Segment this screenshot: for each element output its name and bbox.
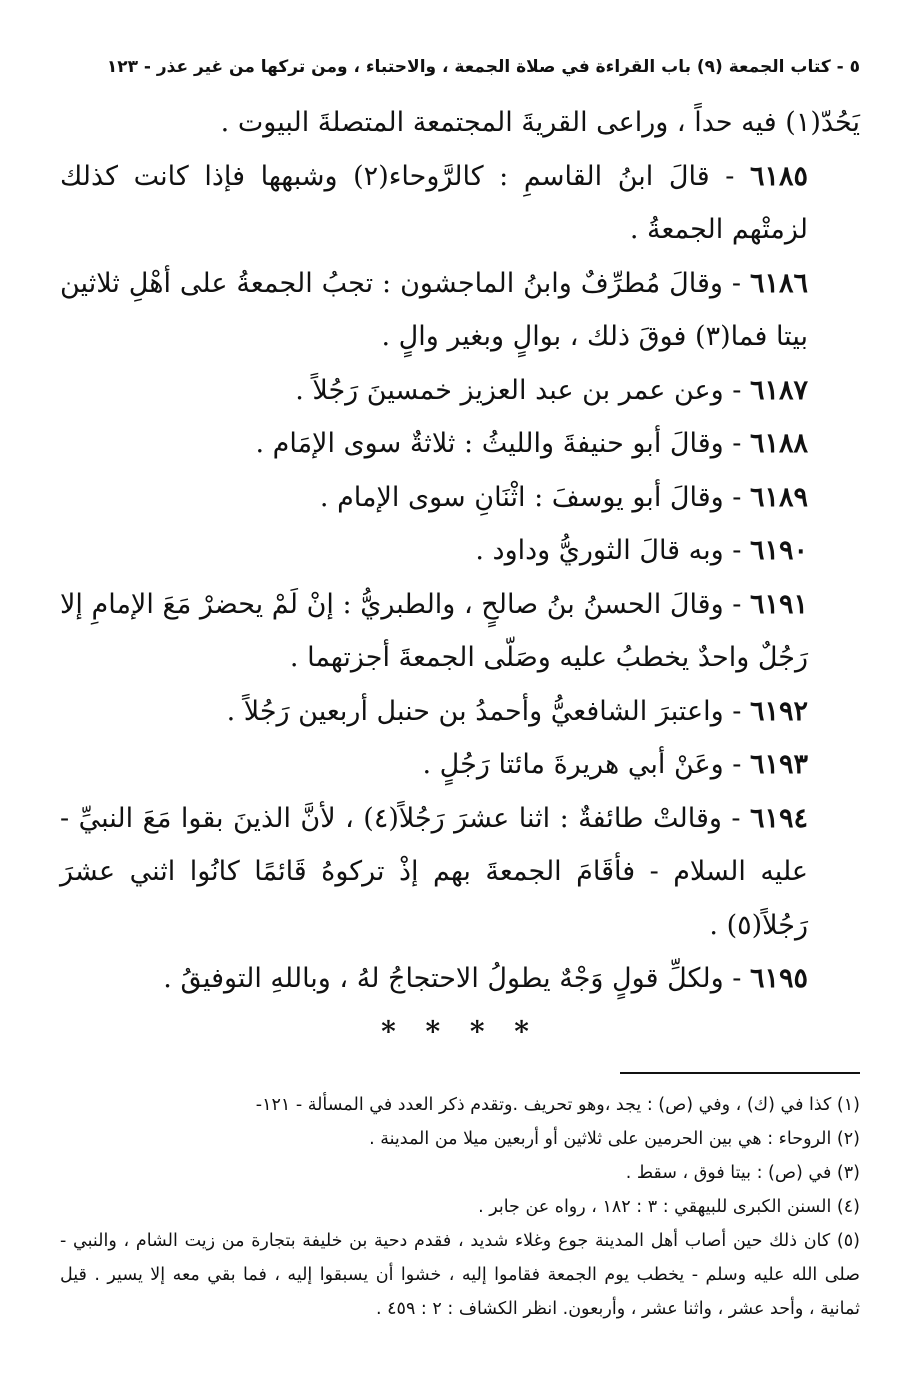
entry-number: ٦١٨٥	[749, 160, 808, 192]
entry-number: ٦١٩٥	[749, 963, 808, 994]
paragraph-intro: يَحُدّ(١) فيه حداً ، وراعى القريةَ المجتمعة المتصلةَ البيوت .	[220, 107, 860, 138]
entry-number: ٦١٨٩	[749, 481, 808, 513]
footnote-4: (٤) السنن الكبرى للبيهقي : ٣ : ١٨٢ ، رواه عن جابر .	[478, 1196, 860, 1217]
paragraph-6188	[60, 417, 860, 471]
paragraph-6191	[60, 578, 860, 685]
entry-number: ٦١٩٤	[749, 802, 808, 834]
entry-number: ٦١٩٣	[749, 749, 808, 780]
paragraph-6194	[60, 792, 860, 953]
section-divider: * * * *	[381, 1014, 539, 1048]
footnotes	[60, 1088, 860, 1326]
entry-text: - وبه قالَ الثوريُّ وداود .	[475, 535, 750, 566]
footnote-5: (٥) كان ذلك حين أصاب أهل المدينة جوع وغلاء شديد ، فقدم دحية بن خليفة بتجارة من زيت الشام ، والنبي - صلى الله عليه وسلم - يخطب يوم الجمعة فقاموا إليه ، خشوا أن يسبقوا إليه ، فما بقي معه إلا يسير . قيل ثمانية ، وأحد عشر ، واثنا عشر ، وأربعون. انظر الكشاف : ٢ : ٤٥٩ .	[60, 1230, 860, 1319]
paragraph-6187	[60, 364, 860, 418]
paragraph-6185	[60, 150, 860, 257]
entry-text: - وقالَ أبو حنيفةَ والليثُ : ثلاثةٌ سوى الإمَام .	[255, 428, 750, 459]
entry-text: - وقالَ الحسنُ بنُ صالحٍ ، والطبريُّ : إنْ لَمْ يحضرْ مَعَ الإمامِ إلا رَجُلٌ واحدٌ يخطبُ عليه وصَلّى الجمعةَ أجزتهما .	[60, 588, 808, 673]
footnote-1: (١) كذا في (ك) ، وفي (ص) : يجد ،وهو تحريف .وتقدم ذكر العدد في المسألة - ١٢١-	[255, 1094, 860, 1115]
entry-number: ٦١٩١	[749, 588, 808, 620]
running-head	[60, 50, 860, 84]
footnote-rule	[620, 1072, 860, 1074]
paragraph-6189	[60, 471, 860, 525]
main-text	[60, 96, 860, 1006]
footnote-3: (٣) في (ص) : بيتا فوق ، سقط .	[625, 1162, 860, 1183]
entry-number: ٦١٨٦	[749, 267, 808, 299]
paragraph-6192	[60, 685, 860, 739]
paragraph-6193	[60, 738, 860, 792]
entry-text: - وقالتْ طائفةٌ : اثنا عشرَ رَجُلاً(٤) ، لأنَّ الذينَ بقوا مَعَ النبيِّ - عليه السلام - فأقَامَ الجمعةَ بهم إذْ تركوهُ قَائمًا كانُوا اثني عشرَ رَجُلاً(٥) .	[60, 802, 808, 941]
paragraph-6195	[60, 952, 860, 1006]
entry-number: ٦١٨٧	[749, 374, 808, 406]
paragraph-6190	[60, 524, 860, 578]
entry-text: - واعتبرَ الشافعيُّ وأحمدُ بن حنبل أربعين رَجُلاً .	[226, 695, 750, 727]
entry-text: - وعَنْ أبي هريرةَ مائتا رَجُلٍ .	[422, 749, 750, 780]
entry-text: - وعن عمر بن عبد العزيز خمسينَ رَجُلاً .	[295, 374, 750, 406]
entry-text: - قالَ ابنُ القاسمِ : كالرَّوحاء(٢) وشبهها فإذا كانت كذلك لزمتْهم الجمعةُ .	[60, 160, 808, 245]
running-head-text: ٥ - كتاب الجمعة (٩) باب القراءة في صلاة الجمعة ، والاحتباء ، ومن تركها من غير عذر - ١٢٣	[106, 57, 860, 77]
entry-text: - ولكلِّ قولٍ وَجْهٌ يطولُ الاحتجاجُ لهُ ، وباللهِ التوفيقُ .	[163, 963, 750, 994]
entry-text: - وقالَ مُطرِّفٌ وابنُ الماجشون : تجبُ الجمعةُ على أهْلِ ثلاثين بيتا فما(٣) فوقَ ذلك ، بوالٍ وبغير والٍ .	[60, 267, 808, 352]
footnote-2: (٢) الروحاء : هي بين الحرمين على ثلاثين أو أربعين ميلا من المدينة .	[369, 1128, 860, 1149]
entry-number: ٦١٩٢	[749, 695, 808, 727]
entry-number: ٦١٩٠	[749, 535, 808, 566]
entry-number: ٦١٨٨	[749, 428, 808, 459]
page	[60, 50, 860, 1326]
paragraph-6186	[60, 257, 860, 364]
entry-text: - وقالَ أبو يوسفَ : اثْنَانِ سوى الإمام .	[319, 481, 750, 513]
